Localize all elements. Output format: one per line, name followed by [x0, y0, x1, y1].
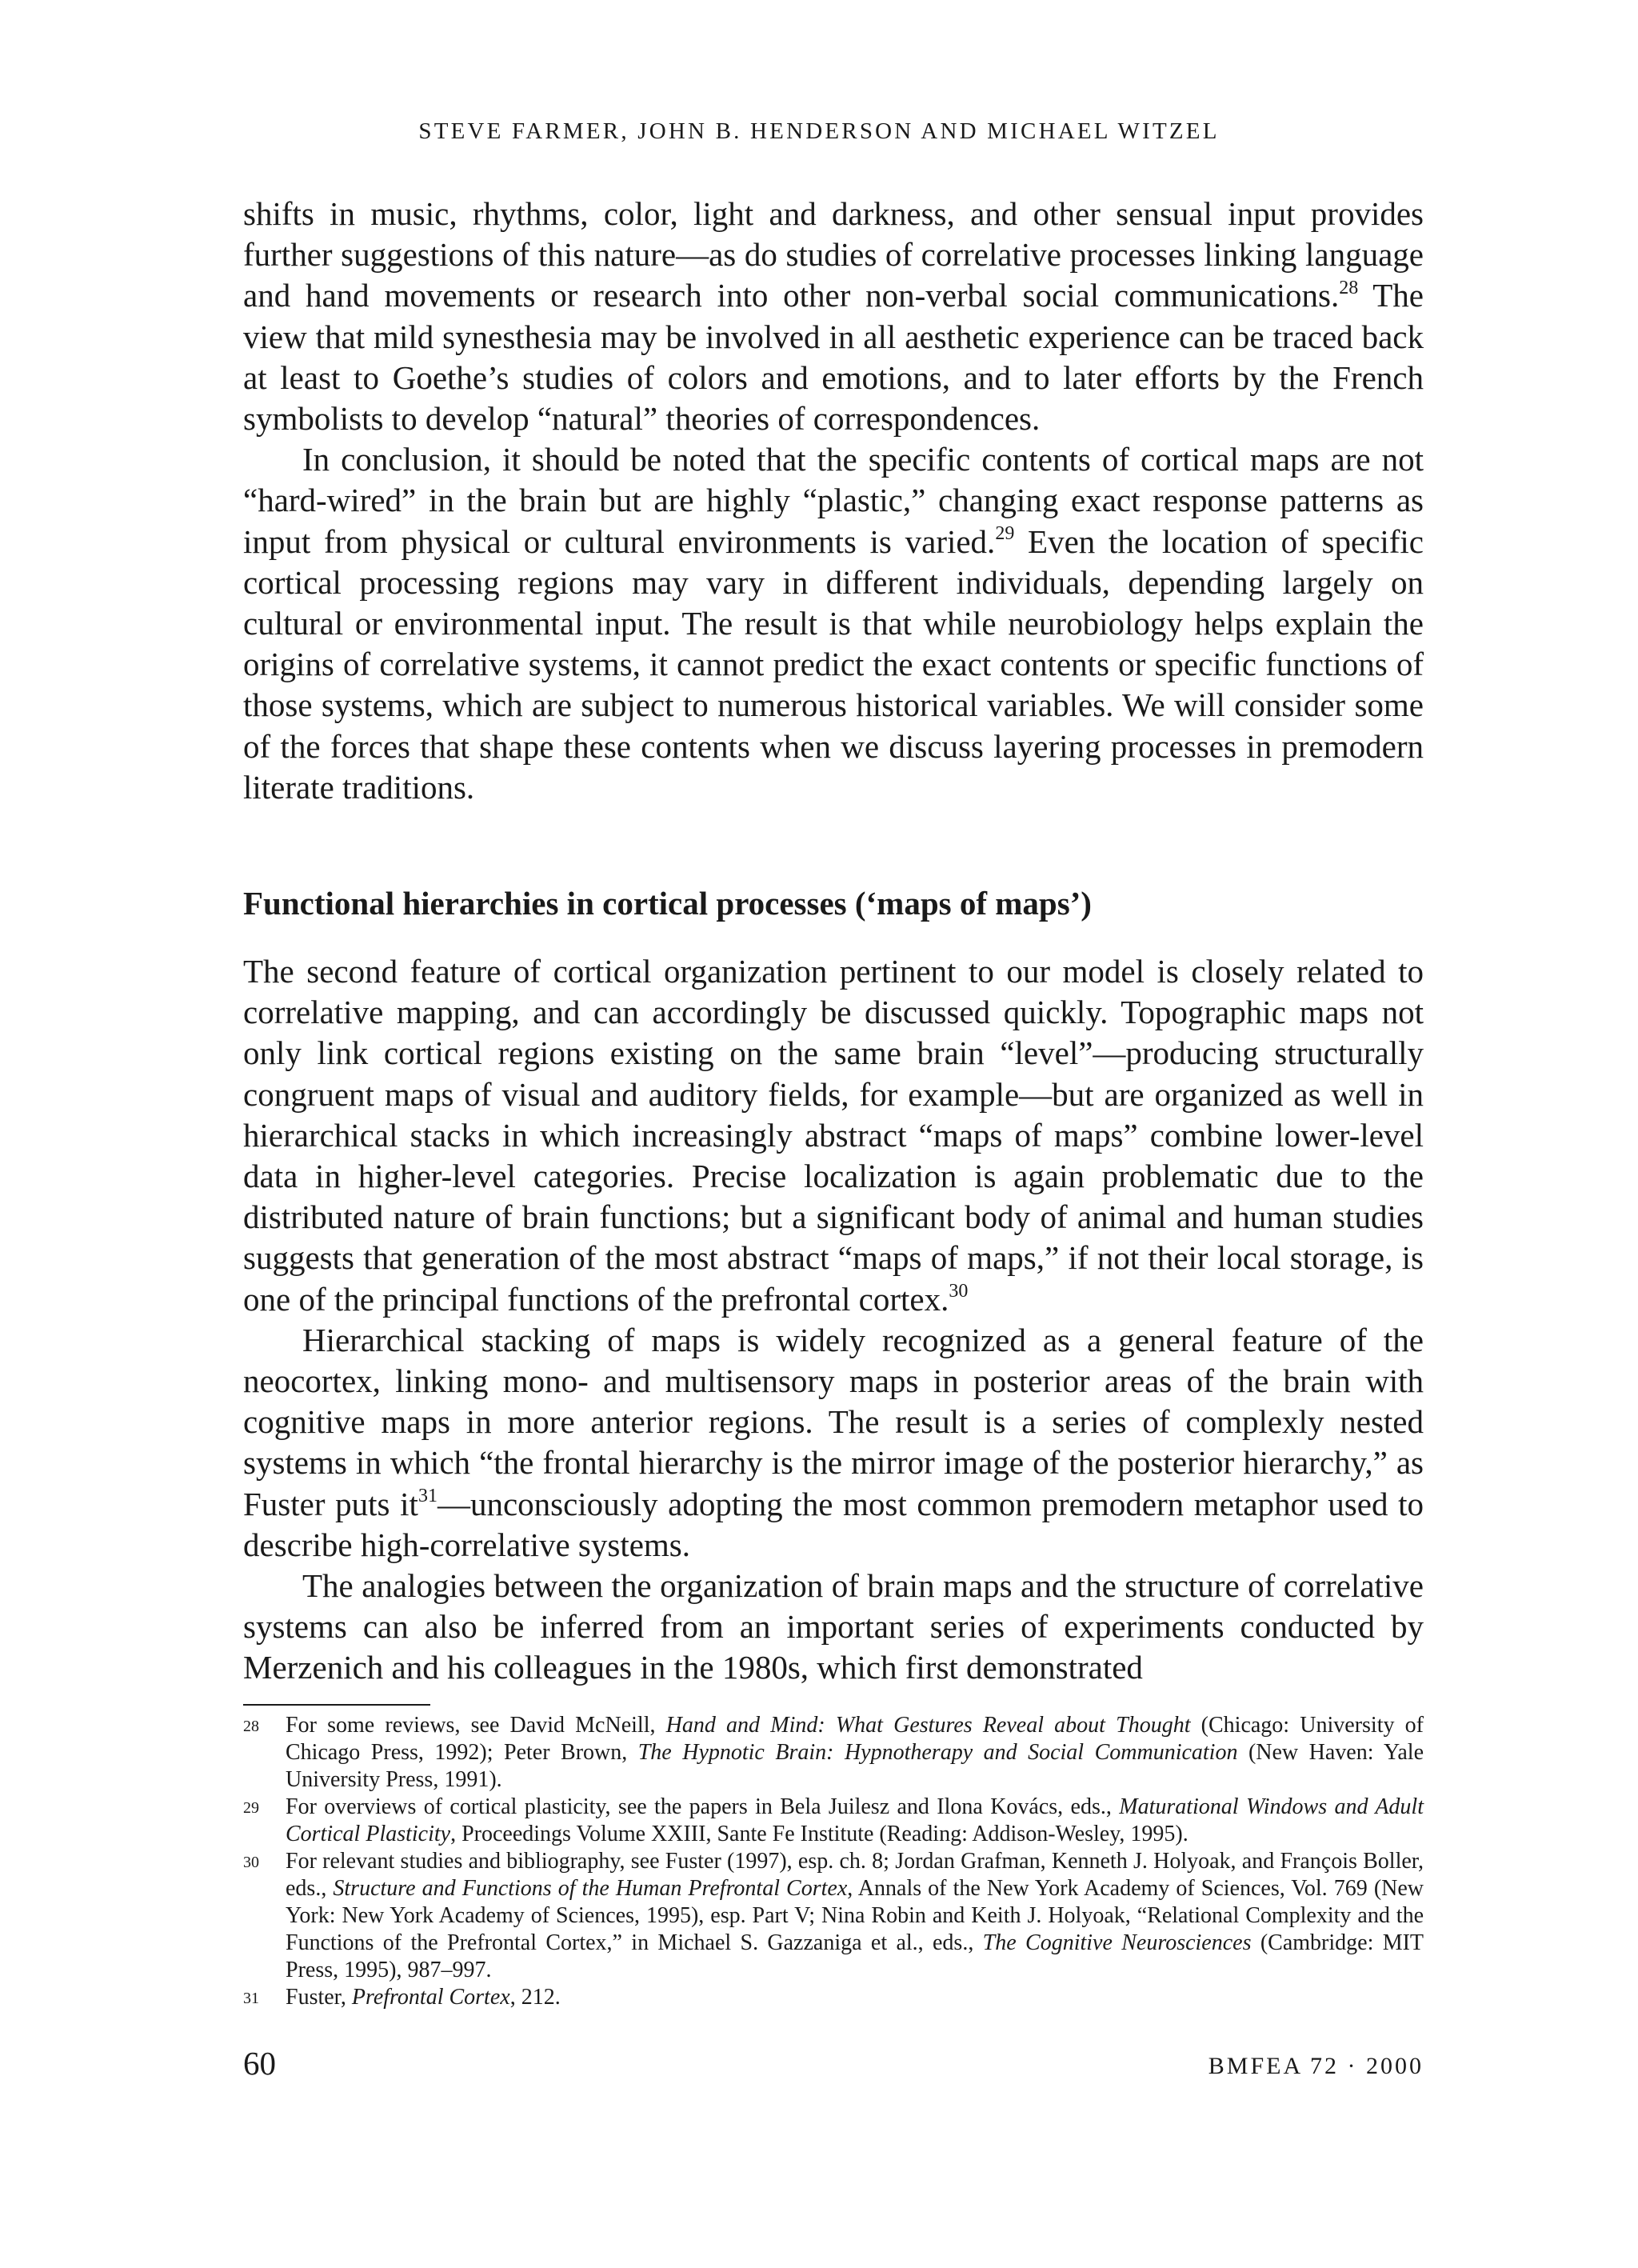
italic-title: Hand and Mind: What Gestures Reveal about Thought [665, 1713, 1191, 1738]
journal-footer: BMFEA 72 · 2000 [1208, 2053, 1424, 2079]
footnote-ref-31[interactable]: 31 [417, 1485, 437, 1506]
paragraph [243, 194, 1424, 439]
footnote-divider [243, 1704, 430, 1706]
italic-title: The Hypnotic Brain: Hypnotherapy and Social Communication [637, 1740, 1238, 1765]
text-run: Hierarchical stacking of maps is widely recognized as a general feature of the neocortex, linking mono- and multisensory maps in posterior areas of the brain with cognitive maps in more anterior regions. The result is a series of complexly nested systems in which “the frontal hierarchy is the mirror image of the posterior hierarchy,” as Fuster puts it [243, 1321, 1424, 1522]
paragraph [243, 951, 1424, 1320]
italic-title: Maturational Windows and Adult Cortical Plasticity [286, 1794, 1424, 1846]
text-run: Fuster, [286, 1985, 352, 2010]
italic-title: Structure and Functions of the Human Prefrontal Cortex [333, 1876, 848, 1901]
body-text-lower [243, 951, 1424, 1689]
text-run: , Proceedings Volume XXIII, Sante Fe Institute (Reading: Addison-Wesley, 1995). [450, 1822, 1189, 1846]
text-run: The view that mild synesthesia may be involved in all aesthetic experience can be traced back at least to Goethe’s studies of colors and emotions, and to later efforts by the French symbolists to develop “natural” theories of correspondences. [243, 277, 1424, 438]
footnote-number: 30 [243, 1854, 259, 1871]
text-run: (Chicago: University of Chicago Press, 1992); Peter Brown, [286, 1713, 1424, 1765]
footnote-number: 28 [243, 1718, 259, 1735]
page-number: 60 [243, 2045, 276, 2082]
text-run: The analogies between the organization of brain maps and the structure of correlative systems can also be inferred from an important series of experiments conducted by Merzenich and his colleagues in the 1980s, which first demonstrated [243, 1567, 1424, 1686]
text-run: , 212. [509, 1985, 561, 2010]
text-run: For relevant studies and bibliography, see Fuster (1997), esp. ch. 8; Jordan Grafman, Kenneth J. Holyoak, and François Boller, eds., [286, 1849, 1424, 1901]
text-run: shifts in music, rhythms, color, light and darkness, and other sensual input provides further suggestions of this nature—as do studies of correlative processes linking language and hand movements or research into other non-verbal social communications. [243, 195, 1424, 314]
footnote-30 [243, 1848, 1424, 1984]
text-run: (New Haven: Yale University Press, 1991). [286, 1740, 1424, 1792]
footnote-number: 31 [243, 1990, 259, 2007]
footnote-ref-28[interactable]: 28 [1339, 277, 1359, 298]
footnote-28 [243, 1712, 1424, 1794]
text-run: For overviews of cortical plasticity, see the papers in Bela Juilesz and Ilona Kovács, eds., [286, 1794, 1120, 1819]
text-run: —unconsciously adopting the most common premodern metaphor used to describe high-correlative systems. [243, 1485, 1424, 1563]
text-run: (Cambridge: MIT Press, 1995), 987–997. [286, 1930, 1424, 1982]
body-text-upper [243, 194, 1424, 808]
paragraph [243, 1566, 1424, 1689]
paragraph [243, 1320, 1424, 1566]
footnote-31 [243, 1984, 1424, 2011]
running-head: STEVE FARMER, JOHN B. HENDERSON AND MICHAEL WITZEL [418, 118, 1220, 144]
paragraph [243, 439, 1424, 808]
footnote-29 [243, 1794, 1424, 1848]
text-run: For some reviews, see David McNeill, [286, 1713, 666, 1738]
footnote-ref-29[interactable]: 29 [995, 522, 1015, 544]
text-run: Even the location of specific cortical processing regions may vary in different individuals, depending largely on cultural or environmental input. The result is that while neurobiology helps explain the origins of correlative systems, it cannot predict the exact contents or specific functions of those systems, which are subject to numerous historical variables. We will consider some of the forces that shape these contents when we discuss layering processes in premodern literate traditions. [243, 522, 1424, 806]
text-run: The second feature of cortical organization pertinent to our model is closely related to correlative mapping, and can accordingly be discussed quickly. Topographic maps not only link cortical regions existing on the same brain “level”—producing structurally congruent maps of visual and auditory fields, for example—but are organized as well in hierarchical stacks in which increasingly abstract “maps of maps” combine lower-level data in higher-level categories. Precise localization is again problematic due to the distributed nature of brain functions; but a significant body of animal and human studies suggests that generation of the most abstract “maps of maps,” if not their local storage, is one of the principal functions of the prefrontal cortex. [243, 953, 1424, 1318]
footnotes [243, 1712, 1424, 2011]
italic-title: Prefrontal Cortex [351, 1985, 510, 2010]
section-heading: Functional hierarchies in cortical processes (‘maps of maps’) [243, 885, 1092, 922]
footnote-number: 29 [243, 1799, 259, 1817]
text-run: In conclusion, it should be noted that the specific contents of cortical maps are not “hard-wired” in the brain but are highly “plastic,” changing exact response patterns as input from physical or cultural environments is varied. [243, 441, 1424, 560]
text-run: , Annals of the New York Academy of Sciences, Vol. 769 (New York: New York Academy of Sciences, 1995), esp. Part V; Nina Robin and Keith J. Holyoak, “Relational Complexity and the Functions of the Prefrontal Cortex,” in Michael S. Gazzaniga et al., eds., [286, 1876, 1424, 1955]
footnote-ref-30[interactable]: 30 [949, 1280, 969, 1302]
italic-title: The Cognitive Neurosciences [982, 1930, 1252, 1955]
